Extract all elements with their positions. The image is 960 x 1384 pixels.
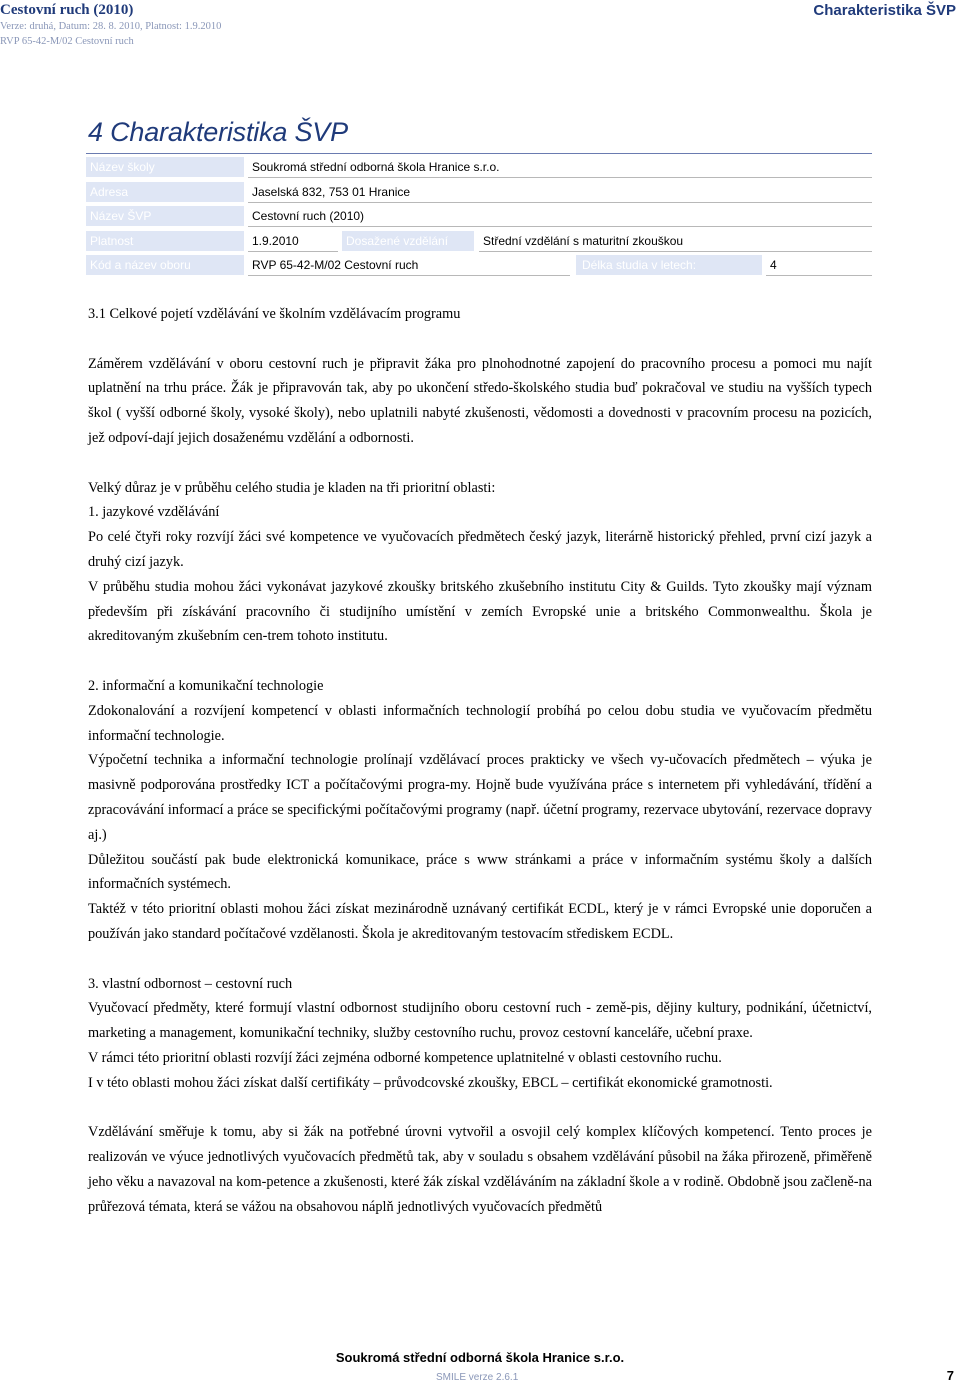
subheading: 2. informační a komunikační technologie: [88, 677, 324, 694]
footer-software-version: SMILE verze 2.6.1: [436, 1372, 519, 1383]
info-row-validity: [86, 229, 872, 254]
svp-name-value: Cestovní ruch (2010): [252, 209, 365, 223]
paragraph: V rámci této prioritní oblasti rozvíjí žáci zejména odborné kompetence uplatnitelné v oblasti cestovního ruchu.: [88, 1049, 722, 1066]
section-heading: 3.1 Celkové pojetí vzdělávání ve školním vzdělávacím programu: [88, 306, 461, 322]
education-value: Střední vzdělání s maturitní zkouškou: [483, 233, 684, 248]
info-row-school: [86, 155, 872, 180]
paragraph: Důležitou součástí pak bude elektronická komunikace, práce s www stránkami a práce v informačním systému školy a dalších informačních systémech.: [88, 851, 872, 893]
value-underline: [248, 202, 872, 203]
svp-name-label: Název ŠVP: [90, 209, 152, 223]
validity-label: Platnost: [90, 233, 134, 248]
document-version-info: Verze: druhá, Datum: 28. 8. 2010, Platnost: 1.9.2010: [0, 21, 222, 32]
value-underline: [479, 251, 872, 252]
validity-value: 1.9.2010: [252, 233, 299, 248]
info-row-code: [86, 253, 872, 278]
page-number: 7: [946, 1368, 954, 1383]
school-name-label: Název školy: [90, 160, 155, 174]
address-label: Adresa: [90, 184, 129, 199]
study-length-value: 4: [770, 258, 777, 272]
paragraph: Záměrem vzdělávání v oboru cestovní ruch je připravit žáka pro plnohodnotné zapojení do pracovního procesu a pomoci mu najít uplatnění na trhu práce. Žák je připravován tak, aby po ukončení středo-školského studia buď pokračoval ve studiu na vyšších typech škol ( vyšší odborné školy, vysoké školy), nebo uplatnili nabyté zkušenosti, vědomosti a dovednosti v pracovním procesu na pozicích, jež odpoví-dají jejich dosaženému vzdělání a odbornosti.: [88, 355, 872, 446]
paragraph: Zdokonalování a rozvíjení kompetencí v oblasti informačních technologií probíhá po celou dobu studia ve vyučovacím předmětu informační technologie.: [88, 702, 872, 744]
info-row-address: [86, 180, 872, 205]
document-title: Cestovní ruch (2010): [0, 2, 134, 18]
paragraph: Po celé čtyři roky rozvíjí žáci své kompetence ve vyučovacích předmětech český jazyk, literárně historický přehled, první cizí jazyk a druhý cizí jazyk.: [88, 529, 872, 570]
school-name-value: Soukromá střední odborná škola Hranice s.r.o.: [252, 160, 500, 174]
education-label: Dosažené vzdělání: [346, 233, 449, 248]
value-underline: [248, 251, 338, 252]
field-code-value: RVP 65-42-M/02 Cestovní ruch: [252, 258, 419, 272]
school-info-table: [86, 155, 872, 278]
paragraph: I v této oblasti mohou žáci získat další certifikáty – průvodcovské zkoušky, EBCL – certifikát ekonomické gramotnosti.: [88, 1074, 773, 1091]
title-divider: [86, 153, 872, 154]
paragraph: Velký důraz je v průběhu celého studia je kladen na tři prioritní oblasti:: [88, 479, 496, 496]
section-name: Charakteristika ŠVP: [813, 2, 956, 19]
footer-school-name: Soukromá střední odborná škola Hranice s.r.o.: [335, 1350, 625, 1365]
paragraph: Taktéž v této prioritní oblasti mohou žáci získat mezinárodně uznávaný certifikát ECDL, který je v rámci Evropské unie doporučen a používán jako standard počítačové vzdělanosti. Škola je akreditovaným testovacím střediskem ECDL.: [88, 901, 872, 942]
document-rvp: RVP 65-42-M/02 Cestovní ruch: [0, 36, 134, 47]
paragraph: V průběhu studia mohou žáci vykonávat jazykové zkoušky britského zkušebního institutu City & Guilds. Tyto zkoušky mají význam především při získávání pracovního či studijního umístění v zemích Evropské unie a britského Commonwealthu. Škola je akreditovaným zkušebním cen-trem tohoto institutu.: [88, 578, 872, 645]
study-length-label: Délka studia v letech:: [582, 258, 697, 272]
value-underline: [766, 275, 872, 276]
value-underline: [248, 226, 872, 227]
subheading: 1. jazykové vzdělávání: [88, 504, 220, 521]
paragraph: Výpočetní technika a informační technologie prolínají vzdělávací proces prakticky ve všech vy-učovacích předmětech – výuka je masivně podporována prostředky ICT a počítačovými progra-my. Hojně bude využívána práce s internetem při vyhledávání, třídění a zpracovávání informací a práce se specifickými počítačovými programy (např. účetní programy, rezervace ubytování, rezervace dopravy aj.): [88, 752, 872, 843]
field-code-label: Kód a název oboru: [90, 258, 191, 272]
paragraph: Vzdělávání směřuje k tomu, aby si žák na potřebné úrovni vytvořil a osvojil celý komplex klíčových kompetencí. Tento proces je realizován ve výuce jednotlivých vyučovacích předmětů tak, aby v souladu s obsahem vzdělávání působil na žáka přirozeně, přiměřeně jeho věku a navazoval na kom-petence a zkušenosti, které žák získal vzděláváním na základní škole a v rodině. Obdobně jsou začleně-na průřezová témata, která se vážou na obsahovou náplň jednotlivých vyučovacích předmětů: [88, 1124, 872, 1215]
info-row-svp: [86, 204, 872, 229]
paragraph: Vyučovací předměty, které formují vlastní odbornost studijního oboru cestovní ruch - země-pis, dějiny kultury, podnikání, účetnictví, marketing a management, komunikační techniky, služby cestovního ruchu, provoz cestovní kanceláře, učební praxe.: [88, 1000, 872, 1042]
chapter-title: 4 Charakteristika ŠVP: [88, 117, 348, 147]
subheading: 3. vlastní odbornost – cestovní ruch: [88, 975, 293, 992]
main-text: [88, 302, 872, 1219]
value-underline: [248, 177, 872, 178]
value-underline: [248, 275, 570, 276]
address-value: Jaselská 832, 753 01 Hranice: [252, 184, 411, 199]
